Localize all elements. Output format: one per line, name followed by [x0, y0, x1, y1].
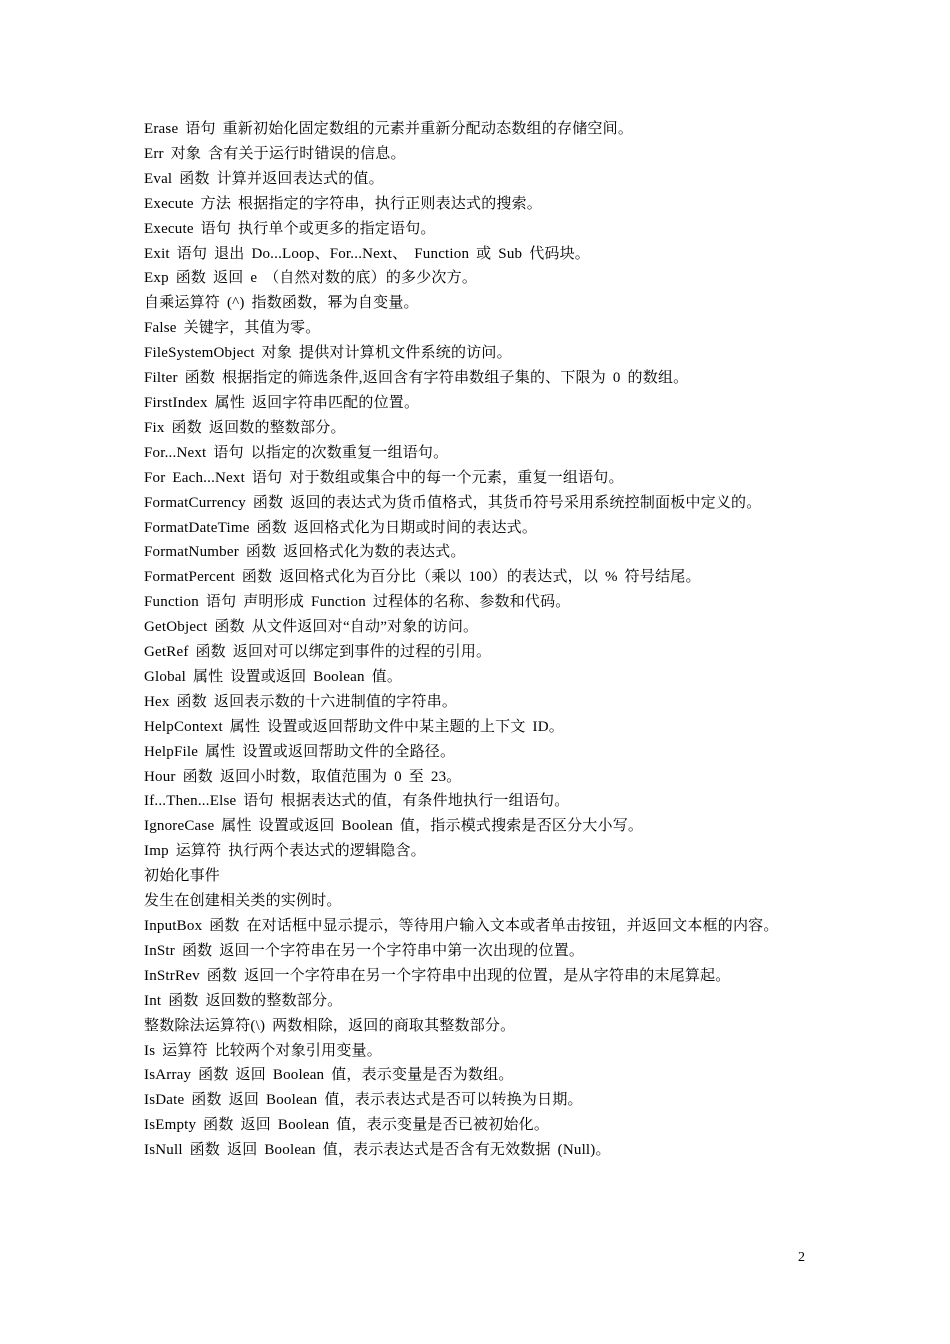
- text-line: Err 对象 含有关于运行时错误的信息。: [144, 145, 406, 162]
- text-line: FormatNumber 函数 返回格式化为数的表达式。: [144, 544, 466, 561]
- text-line: Exit 语句 退出 Do...Loop、For...Next、 Function 或 Sub 代码块。: [144, 245, 590, 262]
- text-line: FormatCurrency 函数 返回的表达式为货币值格式，其货币符号采用系统控制面板中定义的。: [144, 494, 762, 511]
- text-line: IgnoreCase 属性 设置或返回 Boolean 值，指示模式搜索是否区分大小写。: [144, 818, 644, 835]
- text-line: GetObject 函数 从文件返回对“自动”对象的访问。: [144, 619, 479, 636]
- text-line: 发生在创建相关类的实例时。: [144, 893, 342, 910]
- text-line: Filter 函数 根据指定的筛选条件,返回含有字符串数组子集的、下限为 0 的数组。: [144, 370, 689, 387]
- text-line: 自乘运算符 (^) 指数函数，幂为自变量。: [144, 295, 419, 312]
- text-line: Fix 函数 返回数的整数部分。: [144, 419, 346, 436]
- text-line: Function 语句 声明形成 Function 过程体的名称、参数和代码。: [144, 594, 571, 611]
- text-line: For Each...Next 语句 对于数组或集合中的每一个元素，重复一组语句。: [144, 469, 624, 486]
- text-line: IsArray 函数 返回 Boolean 值，表示变量是否为数组。: [144, 1067, 514, 1084]
- text-line: If...Then...Else 语句 根据表达式的值，有条件地执行一组语句。: [144, 793, 570, 810]
- text-line: Imp 运算符 执行两个表达式的逻辑隐含。: [144, 843, 426, 860]
- text-line: FormatPercent 函数 返回格式化为百分比（乘以 100）的表达式，以 % 符号结尾。: [144, 569, 701, 586]
- text-line: For...Next 语句 以指定的次数重复一组语句。: [144, 444, 449, 461]
- text-line: HelpContext 属性 设置或返回帮助文件中某主题的上下文 ID。: [144, 718, 564, 735]
- text-line: Hour 函数 返回小时数，取值范围为 0 至 23。: [144, 768, 462, 785]
- text-line: Global 属性 设置或返回 Boolean 值。: [144, 668, 403, 685]
- text-line: HelpFile 属性 设置或返回帮助文件的全路径。: [144, 743, 456, 760]
- text-line: 整数除法运算符(\) 两数相除，返回的商取其整数部分。: [144, 1017, 516, 1034]
- text-line: Int 函数 返回数的整数部分。: [144, 992, 343, 1009]
- text-line: InputBox 函数 在对话框中显示提示，等待用户输入文本或者单击按钮，并返回文本框的内容。: [144, 918, 779, 934]
- text-line: False 关键字，其值为零。: [144, 320, 321, 337]
- text-line: Exp 函数 返回 e （自然对数的底）的多少次方。: [144, 270, 478, 287]
- page-number: 2: [798, 1250, 805, 1265]
- text-line: IsNull 函数 返回 Boolean 值，表示表达式是否含有无效数据 (Null)。: [144, 1142, 611, 1159]
- text-line: Hex 函数 返回表示数的十六进制值的字符串。: [144, 693, 458, 710]
- text-line: IsDate 函数 返回 Boolean 值，表示表达式是否可以转换为日期。: [144, 1092, 583, 1109]
- text-line: FileSystemObject 对象 提供对计算机文件系统的访问。: [144, 345, 512, 362]
- text-line: GetRef 函数 返回对可以绑定到事件的过程的引用。: [144, 644, 492, 661]
- text-line: Execute 方法 根据指定的字符串，执行正则表达式的搜索。: [144, 195, 543, 212]
- document-body: [144, 117, 808, 1163]
- text-line: Eval 函数 计算并返回表达式的值。: [144, 170, 384, 187]
- text-line: Is 运算符 比较两个对象引用变量。: [144, 1042, 382, 1059]
- text-line: FormatDateTime 函数 返回格式化为日期或时间的表达式。: [144, 519, 538, 536]
- text-line: FirstIndex 属性 返回字符串匹配的位置。: [144, 394, 420, 411]
- text-line: IsEmpty 函数 返回 Boolean 值，表示变量是否已被初始化。: [144, 1117, 550, 1134]
- text-line: Execute 语句 执行单个或更多的指定语句。: [144, 220, 436, 237]
- text-line: InStrRev 函数 返回一个字符串在另一个字符串中出现的位置，是从字符串的末尾算起。: [144, 967, 731, 984]
- text-line: 初始化事件: [144, 868, 221, 885]
- text-line: InStr 函数 返回一个字符串在另一个字符串中第一次出现的位置。: [144, 942, 585, 959]
- text-line: Erase 语句 重新初始化固定数组的元素并重新分配动态数组的存储空间。: [144, 121, 634, 137]
